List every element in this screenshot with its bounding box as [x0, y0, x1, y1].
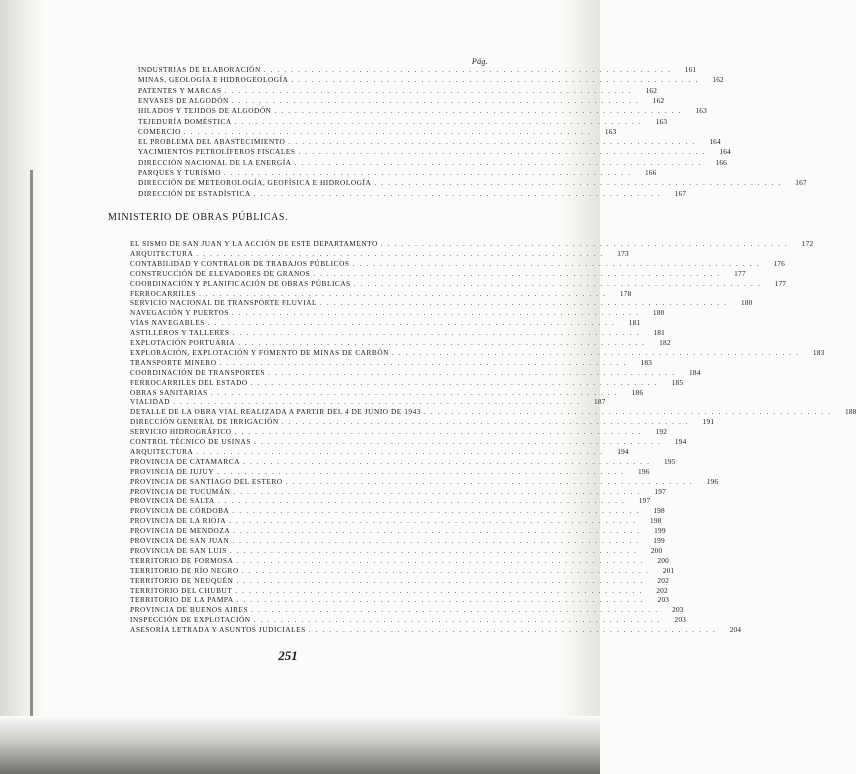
toc-entry-page: 173 [617, 248, 629, 258]
toc-entry-title: ASTILLEROS Y TALLERES [130, 328, 230, 338]
toc-entry [130, 397, 606, 407]
toc-entry-page: 167 [795, 178, 807, 188]
scan-shadow-left [0, 0, 44, 774]
toc-entry-page: 198 [650, 516, 662, 526]
toc-leader-dots: . . . . . . . . . . . . . . . . . . . . . . . . . . . . . . . . . . . . . . . . . . . . . . . . . . . . . . . . . . . . [196, 248, 604, 258]
toc-entry-page: 164 [709, 137, 721, 147]
toc-entry [130, 417, 715, 427]
toc-leader-dots: . . . . . . . . . . . . . . . . . . . . . . . . . . . . . . . . . . . . . . . . . . . . . . . . . . . . . . . . . . . . [263, 65, 672, 74]
toc-leader-dots: . . . . . . . . . . . . . . . . . . . . . . . . . . . . . . . . . . . . . . . . . . . . . . . . . . . . . . . . . . . . [253, 188, 662, 198]
toc-entry-title: TERRITORIO DE RÍO NEGRO [130, 565, 239, 575]
toc-entry-title: YACIMIENTOS PETROLÍFEROS FISCALES [138, 147, 296, 157]
toc-entry-title: COORDINACIÓN Y PLANIFICACIÓN DE OBRAS PÚBLICAS [130, 278, 351, 288]
toc-entry-page: 187 [594, 397, 606, 407]
toc-leader-dots: . . . . . . . . . . . . . . . . . . . . . . . . . . . . . . . . . . . . . . . . . . . . . . . . . . . . . . . . . . . . [288, 137, 696, 147]
toc-entry-title: INDUSTRIAS DE ELABORACIÓN [138, 65, 261, 74]
toc-entry-page: 167 [674, 188, 687, 198]
toc-leader-dots: . . . . . . . . . . . . . . . . . . . . . . . . . . . . . . . . . . . . . . . . . . . . . . . . . . . . . . . . . . . . [231, 95, 640, 105]
toc-entry [130, 308, 665, 318]
toc-entry [130, 506, 665, 516]
toc-entry-page: 180 [652, 308, 665, 318]
toc-entry-page: 201 [662, 565, 675, 575]
toc-entry-title: TRANSPORTE MINERO [130, 357, 217, 367]
toc-entry [138, 137, 721, 147]
toc-entry-page: 180 [740, 298, 753, 308]
page-number: 251 [278, 648, 298, 663]
toc-entry-page: 198 [653, 506, 665, 516]
toc-leader-dots: . . . . . . . . . . . . . . . . . . . . . . . . . . . . . . . . . . . . . . . . . . . . . . . . . . . . . . . . . . . . [308, 625, 717, 635]
toc-entry [138, 157, 728, 168]
toc-entry [130, 565, 675, 576]
toc-entry-page: 202 [657, 575, 669, 585]
toc-entry-page: 194 [617, 446, 629, 456]
toc-entry-page: 162 [712, 75, 724, 85]
toc-entry-page: 196 [638, 466, 650, 476]
toc-entry-page: 162 [645, 85, 658, 95]
toc-entry-page: 203 [657, 595, 670, 605]
toc-leader-dots: . . . . . . . . . . . . . . . . . . . . . . . . . . . . . . . . . . . . . . . . . . . . . . . . . . . . . . . . . . . . [274, 106, 682, 116]
toc-entry-page: 166 [644, 168, 657, 177]
toc-entry-page: 177 [734, 268, 746, 278]
toc-leader-dots: . . . . . . . . . . . . . . . . . . . . . . . . . . . . . . . . . . . . . . . . . . . . . . . . . . . . . . . . . . . . [236, 555, 644, 565]
toc-entry-title: PROVINCIA DE MENDOZA [130, 526, 231, 536]
toc-entry [138, 116, 668, 127]
toc-entry [130, 367, 701, 378]
toc-entry [138, 178, 807, 188]
toc-entry [138, 65, 697, 75]
toc-entry-title: PROVINCIA DE SAN JUAN [130, 536, 230, 545]
toc-entry [130, 456, 676, 467]
book-spine-line [30, 170, 33, 730]
toc-entry [130, 605, 684, 615]
toc-entry [130, 585, 668, 596]
toc-leader-dots: . . . . . . . . . . . . . . . . . . . . . . . . . . . . . . . . . . . . . . . . . . . . . . . . . . . . . . . . . . . . [224, 85, 633, 95]
toc-entry [130, 476, 719, 487]
toc-entry-title: MINAS, GEOLOGÍA E HIDROGEOLOGÍA [138, 75, 289, 85]
toc-leader-dots: . . . . . . . . . . . . . . . . . . . . . . . . . . . . . . . . . . . . . . . . . . . . . . . . . . . . . . . . . . . . [353, 278, 762, 288]
toc-entry-title: VIALIDAD [130, 397, 171, 407]
toc-entry-page: 164 [719, 147, 731, 157]
toc-entry [130, 318, 641, 328]
toc-entry-title: EL PROBLEMA DEL ABASTECIMIENTO [138, 137, 286, 147]
toc-entry-page: 192 [655, 427, 668, 437]
toc-entry-title: NAVEGACIÓN Y PUERTOS [130, 308, 229, 318]
toc-entry [130, 486, 666, 497]
toc-entry-title: PROVINCIA DE SALTA [130, 496, 215, 506]
toc-entry-title: PROVINCIA DE CATAMARCA [130, 456, 241, 466]
toc-entry-title: DIRECCIÓN GENERAL DE IRRIGACIÓN [130, 417, 279, 427]
toc-entry-page: 184 [689, 367, 701, 377]
toc-entry-title: PROVINCIA DE CÓRDOBA [130, 506, 230, 516]
toc-entry [138, 106, 707, 116]
toc-entry [130, 407, 856, 417]
toc-entry [130, 347, 825, 358]
toc-entry-title: PROVINCIA DE TUCUMÁN [130, 486, 231, 496]
toc-entry-page: 194 [674, 437, 687, 446]
toc-entry [130, 545, 663, 556]
toc-entry-title: INSPECCIÓN DE EXPLOTACIÓN [130, 615, 251, 625]
toc-leader-dots: . . . . . . . . . . . . . . . . . . . . . . . . . . . . . . . . . . . . . . . . . . . . . . . . . . . . . . . . . . . . [298, 147, 706, 157]
toc-entry-title: DIRECCIÓN DE ESTADÍSTICA [138, 188, 251, 198]
toc-leader-dots: . . . . . . . . . . . . . . . . . . . . . . . . . . . . . . . . . . . . . . . . . . . . . . . . . . . . . . . . . . . . [238, 338, 646, 347]
toc-entry-page: 181 [628, 318, 641, 328]
toc-leader-dots: . . . . . . . . . . . . . . . . . . . . . . . . . . . . . . . . . . . . . . . . . . . . . . . . . . . . . . . . . . . . [224, 168, 632, 177]
toc-leader-dots: . . . . . . . . . . . . . . . . . . . . . . . . . . . . . . . . . . . . . . . . . . . . . . . . . . . . . . . . . . . . [210, 387, 619, 397]
toc-entry-page: 172 [801, 239, 814, 248]
toc-entry [130, 268, 746, 279]
toc-entry [130, 377, 684, 388]
section-heading: MINISTERIO DE OBRAS PÚBLICAS. [108, 212, 289, 223]
toc-leader-dots: . . . . . . . . . . . . . . . . . . . . . . . . . . . . . . . . . . . . . . . . . . . . . . . . . . . . . . . . . . . . [232, 506, 640, 516]
toc-leader-dots: . . . . . . . . . . . . . . . . . . . . . . . . . . . . . . . . . . . . . . . . . . . . . . . . . . . . . . . . . . . . [198, 288, 607, 298]
toc-entry-title: COORDINACIÓN DE TRANSPORTES [130, 367, 266, 377]
toc-entry-page: 188 [844, 407, 856, 417]
toc-leader-dots: . . . . . . . . . . . . . . . . . . . . . . . . . . . . . . . . . . . . . . . . . . . . . . . . . . . . . . . . . . . . [232, 328, 640, 338]
toc-entry [130, 387, 644, 398]
toc-leader-dots: . . . . . . . . . . . . . . . . . . . . . . . . . . . . . . . . . . . . . . . . . . . . . . . . . . . . . . . . . . . . [196, 446, 604, 456]
toc-leader-dots: . . . . . . . . . . . . . . . . . . . . . . . . . . . . . . . . . . . . . . . . . . . . . . . . . . . . . . . . . . . . [235, 585, 643, 595]
toc-entry-page: 182 [659, 338, 671, 347]
toc-entry [130, 328, 665, 338]
toc-entry-title: DETALLE DE LA OBRA VIAL REALIZADA A PARTIR DEL 4 DE JUNIO DE 1943 [130, 407, 421, 417]
toc-entry-page: 200 [657, 555, 669, 565]
toc-entry-title: ARQUITECTURA [130, 446, 194, 456]
toc-entry [130, 516, 662, 526]
toc-leader-dots: . . . . . . . . . . . . . . . . . . . . . . . . . . . . . . . . . . . . . . . . . . . . . . . . . . . . . . . . . . . . [380, 239, 789, 248]
toc-leader-dots: . . . . . . . . . . . . . . . . . . . . . . . . . . . . . . . . . . . . . . . . . . . . . . . . . . . . . . . . . . . . [285, 476, 694, 486]
toc-entry-page: 161 [684, 65, 697, 74]
toc-entry-page: 177 [774, 278, 787, 288]
toc-entry-title: PROVINCIA DE SANTIAGO DEL ESTERO [130, 476, 283, 486]
toc-entry-page: 204 [729, 625, 742, 635]
toc-leader-dots: . . . . . . . . . . . . . . . . . . . . . . . . . . . . . . . . . . . . . . . . . . . . . . . . . . . . . . . . . . . . [294, 157, 703, 167]
toc-entry [138, 126, 617, 137]
toc-leader-dots: . . . . . . . . . . . . . . . . . . . . . . . . . . . . . . . . . . . . . . . . . . . . . . . . . . . . . . . . . . . . [217, 466, 625, 476]
toc-entry-page: 178 [619, 288, 632, 298]
toc-entry-title: COMERCIO [138, 126, 181, 136]
toc-leader-dots: . . . . . . . . . . . . . . . . . . . . . . . . . . . . . . . . . . . . . . . . . . . . . . . . . . . . . . . . . . . . [251, 605, 659, 615]
toc-leader-dots: . . . . . . . . . . . . . . . . . . . . . . . . . . . . . . . . . . . . . . . . . . . . . . . . . . . . . . . . . . . . [268, 367, 676, 377]
toc-leader-dots: . . . . . . . . . . . . . . . . . . . . . . . . . . . . . . . . . . . . . . . . . . . . . . . . . . . . . . . . . . . . [229, 516, 637, 526]
toc-entry [138, 85, 658, 96]
toc-entry-page: 196 [706, 476, 719, 486]
toc-entry [138, 75, 724, 85]
toc-entry [138, 95, 665, 106]
toc-leader-dots: . . . . . . . . . . . . . . . . . . . . . . . . . . . . . . . . . . . . . . . . . . . . . . . . . . . . . . . . . . . . [231, 308, 640, 318]
toc-entry-page: 199 [653, 536, 665, 545]
toc-entry [130, 239, 814, 249]
toc-entry-title: EL SISMO DE SAN JUAN Y LA ACCIÓN DE ESTE DEPARTAMENTO [130, 239, 378, 248]
toc-entry-title: DIRECCIÓN NACIONAL DE LA ENERGÍA [138, 157, 292, 167]
toc-entry-page: 197 [654, 486, 666, 496]
toc-entry-title: ARQUITECTURA [130, 248, 194, 258]
toc-entry [130, 526, 666, 536]
toc-entry-page: 181 [653, 328, 665, 338]
toc-leader-dots: . . . . . . . . . . . . . . . . . . . . . . . . . . . . . . . . . . . . . . . . . . . . . . . . . . . . . . . . . . . . [217, 496, 626, 506]
toc-entry-title: TEJEDURÍA DOMÉSTICA [138, 116, 232, 126]
toc-leader-dots: . . . . . . . . . . . . . . . . . . . . . . . . . . . . . . . . . . . . . . . . . . . . . . . . . . . . . . . . . . . . [281, 417, 690, 427]
toc-entry [138, 168, 657, 178]
toc-leader-dots: . . . . . . . . . . . . . . . . . . . . . . . . . . . . . . . . . . . . . . . . . . . . . . . . . . . . . . . . . . . . [253, 615, 662, 625]
toc-leader-dots: . . . . . . . . . . . . . . . . . . . . . . . . . . . . . . . . . . . . . . . . . . . . . . . . . . . . . . . . . . . . [391, 347, 800, 357]
toc-entry-page: 176 [773, 258, 785, 268]
toc-entry-title: OBRAS SANITARIAS [130, 387, 208, 397]
toc-entry [130, 555, 669, 566]
toc-entry [130, 298, 753, 308]
toc-entry-title: ENVASES DE ALGODÓN [138, 95, 229, 105]
toc-entry [130, 615, 687, 625]
toc-entry-page: 203 [672, 605, 684, 615]
toc-entry-page: 163 [695, 106, 707, 116]
toc-entry-title: CONSTRUCCIÓN DE ELEVADORES DE GRANOS [130, 268, 311, 278]
toc-entry-title: VÍAS NAVEGABLES [130, 318, 205, 328]
toc-leader-dots: . . . . . . . . . . . . . . . . . . . . . . . . . . . . . . . . . . . . . . . . . . . . . . . . . . . . . . . . . . . . [236, 595, 645, 605]
toc-entry-page: 166 [715, 157, 728, 167]
toc-entry-title: PARQUES Y TURISMO [138, 168, 222, 177]
toc-entry [130, 248, 629, 259]
toc-leader-dots: . . . . . . . . . . . . . . . . . . . . . . . . . . . . . . . . . . . . . . . . . . . . . . . . . . . . . . . . . . . . [374, 178, 782, 188]
toc-entry-title: FERROCARRILES [130, 288, 196, 298]
toc-entry-title: DIRECCIÓN DE METEOROLOGÍA, GEOFÍSICA E HIDROLOGÍA [138, 178, 372, 188]
toc-leader-dots: . . . . . . . . . . . . . . . . . . . . . . . . . . . . . . . . . . . . . . . . . . . . . . . . . . . . . . . . . . . . [232, 536, 640, 545]
toc-leader-dots: . . . . . . . . . . . . . . . . . . . . . . . . . . . . . . . . . . . . . . . . . . . . . . . . . . . . . . . . . . . . [241, 565, 650, 575]
toc-entry-page: 195 [663, 456, 676, 466]
toc-entry-title: PROVINCIA DE BUENOS AIRES [130, 605, 249, 615]
toc-entry-page: 162 [652, 95, 665, 105]
toc-entry-title: TERRITORIO DEL CHUBUT [130, 585, 233, 595]
toc-entry [130, 625, 742, 635]
toc-leader-dots: . . . . . . . . . . . . . . . . . . . . . . . . . . . . . . . . . . . . . . . . . . . . . . . . . . . . . . . . . . . . [424, 407, 832, 417]
toc-entry-title: HILADOS Y TEJIDOS DE ALGODÓN [138, 106, 272, 116]
toc-entry-page: 183 [640, 357, 653, 367]
toc-entry [130, 258, 785, 269]
toc-leader-dots: . . . . . . . . . . . . . . . . . . . . . . . . . . . . . . . . . . . . . . . . . . . . . . . . . . . . . . . . . . . . [291, 75, 699, 85]
toc-entry-title: CONTABILIDAD Y CONTRALOR DE TRABAJOS PÚBLICOS [130, 258, 350, 268]
toc-entry [130, 496, 651, 506]
toc-entry-page: 191 [702, 417, 715, 427]
toc-entry-title: SERVICIO NACIONAL DE TRANSPORTE FLUVIAL [130, 298, 318, 308]
toc-entry [138, 188, 687, 199]
toc-entry-page: 163 [655, 116, 668, 126]
toc-entry-title: PROVINCIA DE JUJUY [130, 466, 215, 476]
toc-entry-page: 199 [654, 526, 666, 536]
toc-leader-dots: . . . . . . . . . . . . . . . . . . . . . . . . . . . . . . . . . . . . . . . . . . . . . . . . . . . . . . . . . . . . [233, 526, 641, 536]
toc-leader-dots: . . . . . . . . . . . . . . . . . . . . . . . . . . . . . . . . . . . . . . . . . . . . . . . . . . . . . . . . . . . . [183, 126, 592, 136]
toc-leader-dots: . . . . . . . . . . . . . . . . . . . . . . . . . . . . . . . . . . . . . . . . . . . . . . . . . . . . . . . . . . . . [320, 298, 728, 308]
toc-entry-title: PATENTES Y MARCAS [138, 85, 222, 95]
toc-entry [130, 595, 670, 605]
page-column-label: Pág. [471, 57, 488, 66]
toc-entry [130, 427, 668, 437]
toc-leader-dots: . . . . . . . . . . . . . . . . . . . . . . . . . . . . . . . . . . . . . . . . . . . . . . . . . . . . . . . . . . . . [250, 377, 659, 387]
toc-leader-dots: . . . . . . . . . . . . . . . . . . . . . . . . . . . . . . . . . . . . . . . . . . . . . . . . . . . . . . . . . . . . [234, 116, 643, 126]
toc-entry [130, 575, 669, 586]
toc-entry-page: 186 [631, 387, 644, 397]
toc-leader-dots: . . . . . . . . . . . . . . . . . . . . . . . . . . . . . . . . . . . . . . . . . . . . . . . . . . . . . . . . . . . . [173, 397, 581, 407]
toc-entry-title: TERRITORIO DE FORMOSA [130, 555, 234, 565]
toc-entry-title: CONTROL TÉCNICO DE USINAS [130, 437, 251, 446]
toc-entry [130, 437, 687, 447]
toc-leader-dots: . . . . . . . . . . . . . . . . . . . . . . . . . . . . . . . . . . . . . . . . . . . . . . . . . . . . . . . . . . . . [313, 268, 721, 278]
toc-entry [130, 278, 787, 289]
toc-entry-title: PROVINCIA DE LA RIOJA [130, 516, 227, 526]
toc-leader-dots: . . . . . . . . . . . . . . . . . . . . . . . . . . . . . . . . . . . . . . . . . . . . . . . . . . . . . . . . . . . . [253, 437, 662, 446]
toc-leader-dots: . . . . . . . . . . . . . . . . . . . . . . . . . . . . . . . . . . . . . . . . . . . . . . . . . . . . . . . . . . . . [352, 258, 760, 268]
toc-entry [130, 357, 653, 368]
toc-entry-title: EXPLORACIÓN, EXPLOTACIÓN Y FOMENTO DE MINAS DE CARBÓN [130, 347, 389, 357]
toc-entry-title: FERROCARRILES DEL ESTADO [130, 377, 248, 387]
toc-entry [130, 446, 629, 457]
toc-leader-dots: . . . . . . . . . . . . . . . . . . . . . . . . . . . . . . . . . . . . . . . . . . . . . . . . . . . . . . . . . . . . [234, 427, 643, 437]
toc-entry-page: 197 [638, 496, 651, 506]
toc-leader-dots: . . . . . . . . . . . . . . . . . . . . . . . . . . . . . . . . . . . . . . . . . . . . . . . . . . . . . . . . . . . . [229, 545, 638, 555]
toc-entry [130, 338, 671, 348]
toc-entry-page: 185 [671, 377, 684, 387]
toc-entry-page: 202 [656, 585, 668, 595]
toc-entry-title: TERRITORIO DE NEUQUÉN [130, 575, 234, 585]
toc-entry-title: ASESORÍA LETRADA Y ASUNTOS JUDICIALES [130, 625, 306, 635]
scan-shadow-bottom [0, 716, 600, 774]
toc-entry-page: 200 [650, 545, 663, 555]
toc-leader-dots: . . . . . . . . . . . . . . . . . . . . . . . . . . . . . . . . . . . . . . . . . . . . . . . . . . . . . . . . . . . . [236, 575, 644, 585]
toc-entry-title: SERVICIO HIDROGRÁFICO [130, 427, 232, 437]
toc-entry-title: PROVINCIA DE SAN LUIS [130, 545, 227, 555]
toc-entry-page: 203 [674, 615, 687, 625]
toc-entry [130, 536, 665, 546]
toc-entry-title: TERRITORIO DE LA PAMPA [130, 595, 234, 605]
toc-leader-dots: . . . . . . . . . . . . . . . . . . . . . . . . . . . . . . . . . . . . . . . . . . . . . . . . . . . . . . . . . . . . [233, 486, 641, 496]
toc-entry-page: 163 [604, 126, 617, 136]
toc-leader-dots: . . . . . . . . . . . . . . . . . . . . . . . . . . . . . . . . . . . . . . . . . . . . . . . . . . . . . . . . . . . . [219, 357, 628, 367]
toc-leader-dots: . . . . . . . . . . . . . . . . . . . . . . . . . . . . . . . . . . . . . . . . . . . . . . . . . . . . . . . . . . . . [207, 318, 616, 328]
toc-entry [130, 466, 650, 477]
toc-entry [130, 288, 632, 299]
toc-entry-title: EXPLOTACIÓN PORTUARIA [130, 338, 236, 347]
toc-leader-dots: . . . . . . . . . . . . . . . . . . . . . . . . . . . . . . . . . . . . . . . . . . . . . . . . . . . . . . . . . . . . [243, 456, 651, 466]
toc-entry-page: 183 [812, 347, 825, 357]
toc-entry [138, 147, 731, 157]
